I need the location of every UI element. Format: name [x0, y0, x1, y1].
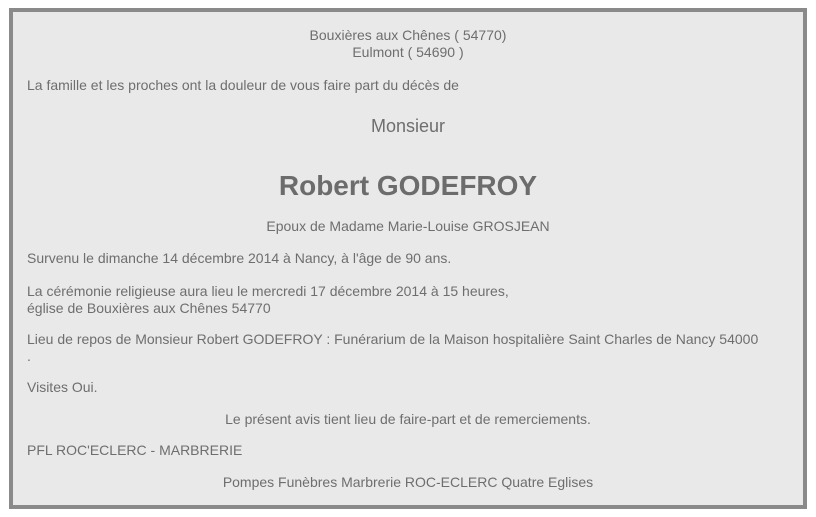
ceremony-line-2: église de Bouxières aux Chênes 54770	[27, 300, 271, 316]
ceremony-line-1: La cérémonie religieuse aura lieu le mercredi 17 décembre 2014 à 15 heures,	[27, 283, 509, 299]
header-town-2: Eulmont ( 54690 )	[352, 44, 464, 60]
obituary-notice	[9, 8, 807, 509]
rest-place-line-2: .	[27, 348, 31, 364]
header-town-1: Bouxières aux Chênes ( 54770)	[309, 27, 507, 43]
company-name-2: Pompes Funèbres Marbrerie ROC-ECLERC Quatre Eglises	[222, 474, 594, 490]
notice-text: Le présent avis tient lieu de faire-part et de remerciements.	[225, 411, 591, 427]
company-name-1: PFL ROC'ECLERC - MARBRERIE	[27, 442, 243, 458]
death-info: Survenu le dimanche 14 décembre 2014 à Nancy, à l'âge de 90 ans.	[27, 250, 452, 266]
rest-place-line-1: Lieu de repos de Monsieur Robert GODEFROY : Funérarium de la Maison hospitalière Saint Charles de Nancy 54000	[27, 331, 759, 347]
spouse-text: Epoux de Madame Marie-Louise GROSJEAN	[266, 218, 550, 234]
title-monsieur: Monsieur	[370, 116, 446, 136]
intro-text: La famille et les proches ont la douleur de vous faire part du décès de	[27, 77, 459, 93]
visits-text: Visites Oui.	[27, 379, 98, 395]
deceased-name: Robert GODEFROY	[278, 170, 538, 201]
